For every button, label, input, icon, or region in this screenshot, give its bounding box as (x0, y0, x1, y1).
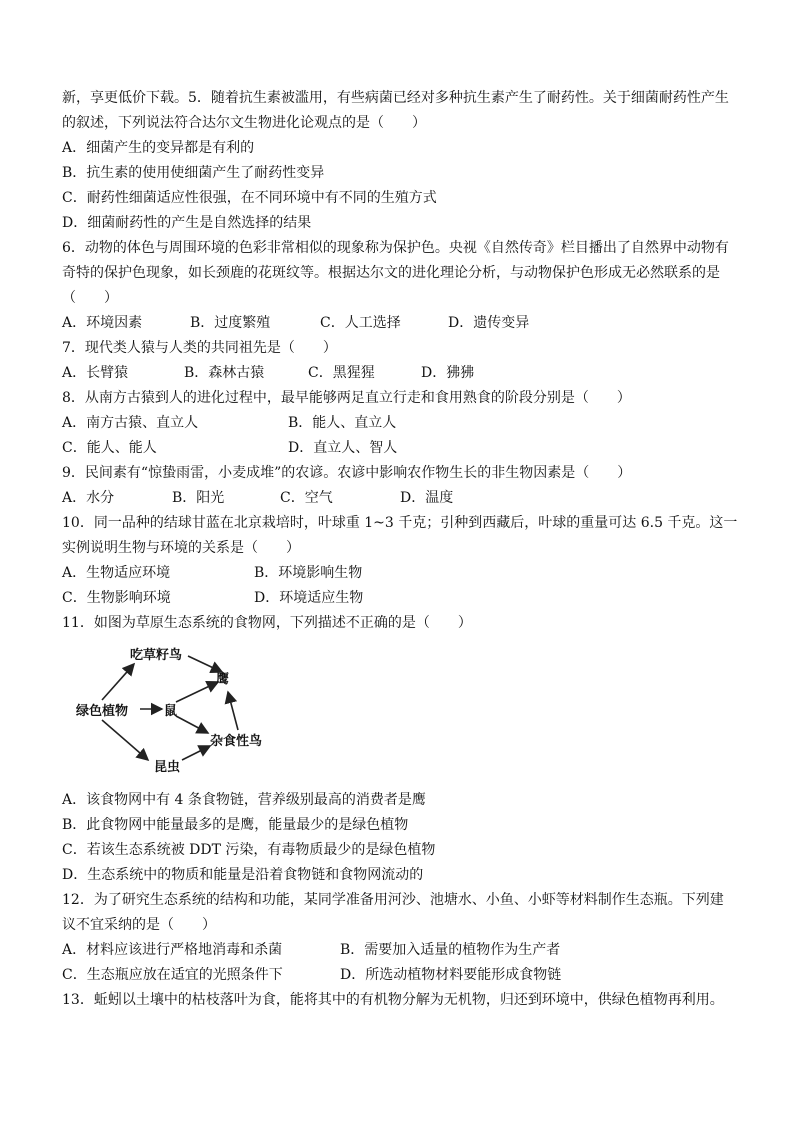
question-10-options-row-2 (62, 586, 742, 611)
question-6-option-c: C．人工选择 (320, 315, 401, 331)
question-8-options-row-2 (62, 436, 742, 461)
question-11-option-a: A．该食物网中有 4 条食物链，营养级别最高的消费者是鹰 (62, 792, 426, 808)
question-8-option-b: B．能人、直立人 (288, 415, 397, 431)
arrow-insect-to-omnivorous-bird (182, 746, 210, 760)
question-10-options-row-1 (62, 561, 742, 586)
question-7-options (62, 361, 742, 386)
exam-page (62, 86, 742, 1013)
question-7-option-a: A．长臂猿 (62, 365, 129, 381)
question-9-option-c: C．空气 (280, 490, 333, 506)
question-12-option-a: A．材料应该进行严格地消毒和杀菌 (62, 942, 283, 958)
node-insect: 昆虫 (154, 760, 181, 775)
arrow-mouse-to-omnivorous-bird (176, 716, 208, 733)
question-6-option-d: D．遗传变异 (448, 315, 530, 331)
question-5-line-2: 的叙述，下列说法符合达尔文生物进化论观点的是（ ） (62, 115, 426, 131)
food-web-diagram (62, 638, 742, 776)
arrow-plant-to-seed-bird (102, 664, 134, 700)
question-8-option-c: C．能人、能人 (62, 440, 157, 456)
question-5-line-1: 新，享更低价下载。5．随着抗生素被滥用，有些病菌已经对多种抗生素产生了耐药性。关于细菌耐药性产生 (62, 90, 729, 106)
question-9-option-a: A．水分 (62, 490, 115, 506)
question-12-options-row-2 (62, 963, 742, 988)
question-5-option-b: B．抗生素的使用使细菌产生了耐药性变异 (62, 165, 325, 181)
question-12-option-d: D．所选动植物材料要能形成食物链 (340, 967, 562, 983)
question-6-option-a: A．环境因素 (62, 315, 143, 331)
question-8-option-a: A．南方古猿、直立人 (62, 415, 199, 431)
node-green-plant: 绿色植物 (76, 704, 129, 719)
question-5-option-d: D．细菌耐药性的产生是自然选择的结果 (62, 215, 312, 231)
question-6-line-2: 奇特的保护色现象，如长颈鹿的花斑纹等。根据达尔文的进化理论分析，与动物保护色形成无必然联系的是 (62, 265, 720, 281)
question-10-option-d: D．环境适应生物 (254, 590, 364, 606)
question-10-option-b: B．环境影响生物 (254, 565, 363, 581)
arrow-mouse-to-hawk (176, 682, 218, 702)
question-10-line-1: 10．同一品种的结球甘蓝在北京栽培时，叶球重 1~3 千克；引种到西藏后，叶球的重量可达 6.5 千克。这一 (62, 515, 738, 531)
question-9-option-d: D．温度 (400, 490, 454, 506)
node-mouse: 鼠 (164, 704, 178, 719)
question-5-option-c: C．耐药性细菌适应性很强，在不同环境中有不同的生殖方式 (62, 190, 437, 206)
question-6-option-b: B．过度繁殖 (190, 315, 271, 331)
question-11-option-b: B．此食物网中能量最多的是鹰，能量最少的是绿色植物 (62, 817, 409, 833)
question-7-option-b: B．森林古猿 (184, 365, 265, 381)
question-8-options-row-1 (62, 411, 742, 436)
question-11-option-d: D．生态系统中的物质和能量是沿着食物链和食物网流动的 (62, 867, 424, 883)
question-8: 8．从南方古猿到人的进化过程中，最早能够两足直立行走和食用熟食的阶段分别是（ ） (62, 390, 631, 406)
question-5-option-a: A．细菌产生的变异都是有利的 (62, 140, 255, 156)
question-9-option-b: B．阳光 (172, 490, 225, 506)
question-10-option-c: C．生物影响环境 (62, 590, 171, 606)
question-11: 11．如图为草原生态系统的食物网，下列描述不正确的是（ ） (62, 615, 472, 631)
question-6-line-3: （ ） (62, 290, 118, 306)
question-8-option-d: D．直立人、智人 (288, 440, 398, 456)
question-10-line-2: 实例说明生物与环境的关系是（ ） (62, 540, 300, 556)
question-7: 7．现代类人猿与人类的共同祖先是（ ） (62, 340, 337, 356)
question-13: 13．蚯蚓以土壤中的枯枝落叶为食，能将其中的有机物分解为无机物，归还到环境中，供绿色植物再利用。 (62, 992, 724, 1008)
question-12-line-2: 议不宜采纳的是（ ） (62, 917, 216, 933)
question-6-options (62, 311, 742, 336)
arrow-omnivorous-bird-to-hawk (228, 692, 238, 730)
node-hawk: 鹰 (216, 672, 230, 687)
question-10-option-a: A．生物适应环境 (62, 565, 171, 581)
question-7-option-d: D．狒狒 (421, 365, 475, 381)
question-9-options (62, 486, 742, 511)
question-12-option-c: C．生态瓶应放在适宜的光照条件下 (62, 967, 283, 983)
question-11-option-c: C．若该生态系统被 DDT 污染，有毒物质最少的是绿色植物 (62, 842, 436, 858)
arrow-plant-to-insect (102, 720, 148, 760)
node-omnivorous-bird: 杂食性鸟 (210, 734, 263, 749)
question-12-option-b: B．需要加入适量的植物作为生产者 (340, 942, 561, 958)
question-12-line-1: 12．为了研究生态系统的结构和功能，某同学准备用河沙、池塘水、小鱼、小虾等材料制作生态瓶。下列建 (62, 892, 724, 908)
question-7-option-c: C．黑猩猩 (308, 365, 375, 381)
question-6-line-1: 6．动物的体色与周围环境的色彩非常相似的现象称为保护色。央视《自然传奇》栏目播出了自然界中动物有 (62, 240, 729, 256)
node-grass-seed-bird: 吃草籽鸟 (130, 648, 183, 663)
question-9: 9．民间素有“惊蛰雨雷，小麦成堆”的农谚。农谚中影响农作物生长的非生物因素是（ ） (62, 465, 632, 481)
question-12-options-row-1 (62, 938, 742, 963)
